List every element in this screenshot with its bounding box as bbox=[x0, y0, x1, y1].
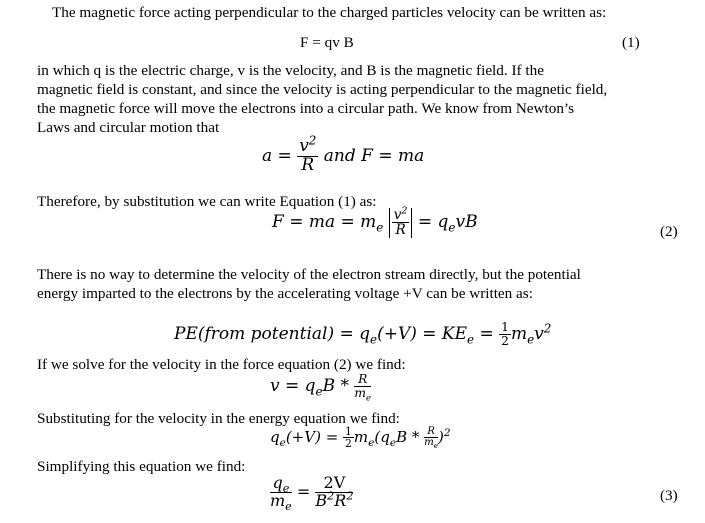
no-way-line-1: There is no way to determine the velocity of the electron stream directly, but the potential bbox=[37, 266, 581, 283]
solve-velocity-text: If we solve for the velocity in the force equation (2) we find: bbox=[37, 356, 406, 373]
definitions-line-3: the magnetic force will move the electrons into a circular path. We know from Newton’s bbox=[37, 100, 575, 117]
therefore-text: Therefore, by substitution we can write Equation (1) as: bbox=[37, 193, 377, 210]
definitions-line-4: Laws and circular motion that bbox=[37, 119, 220, 136]
acceleration-equation: a = $\frac{v^2}{R}$ and F = ma bbox=[262, 133, 425, 175]
simplifying-text: Simplifying this equation we find: bbox=[37, 458, 246, 475]
energy-equation: PE(from potential) = $q_e(+V) = KE_e$ = $\frac{1}{2}$ $m_ev^2$ bbox=[174, 320, 552, 348]
no-way-line-2: energy imparted to the electrons by the accelerating voltage +V can be written as: bbox=[37, 285, 533, 302]
definitions-line-1: in which q is the electric charge, v is the velocity, and B is the magnetic field. If the bbox=[37, 62, 544, 79]
equation-2-number: (2) bbox=[660, 223, 678, 240]
definitions-line-2: magnetic field is constant, and since the velocity is acting perpendicular to the magnetic field, bbox=[37, 81, 608, 98]
substituted-equation: $q_e(+V)$ = $\frac{1}{2}$ $m_e(q_eB$ * $\frac{R}{m_e}$ )$^2$ bbox=[270, 425, 451, 451]
equation-1-number: (1) bbox=[622, 34, 640, 51]
equation-1: F = qv B bbox=[300, 34, 354, 51]
equation-3: $\frac{q_e}{m_e}$ = $\frac{2V}{B^2R^2}$ bbox=[270, 473, 354, 513]
intro-text: The magnetic force acting perpendicular to the charged particles velocity can be written as: bbox=[52, 4, 607, 21]
substituting-text: Substituting for the velocity in the energy equation we find: bbox=[37, 410, 400, 427]
equation-3-number: (3) bbox=[660, 487, 678, 504]
equation-2: F = ma = $m_e$ $\frac{v^2}{R}$ = $q_evB$ bbox=[272, 205, 478, 239]
velocity-equation: $v = q_eB$ * $\frac{R}{m_e}$ bbox=[270, 372, 372, 404]
